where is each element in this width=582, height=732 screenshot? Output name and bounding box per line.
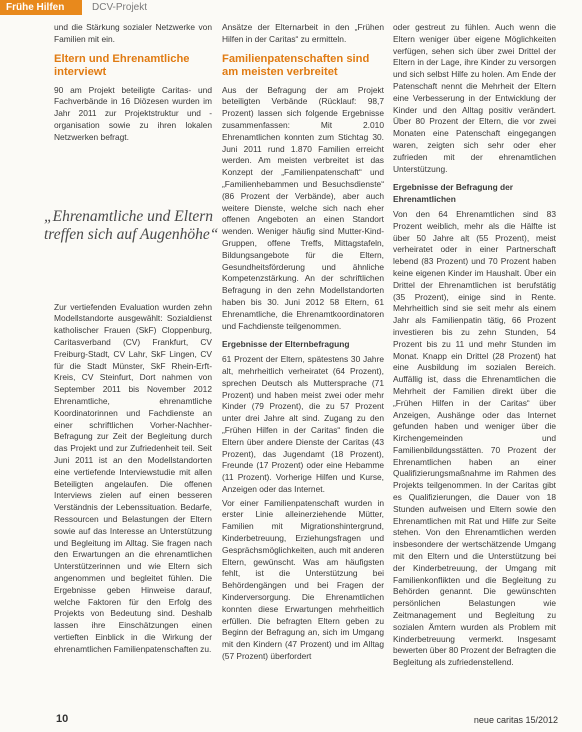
magazine-issue: neue caritas 15/2012 [473,715,558,725]
heading-familienpatenschaften: Familienpatenschaften sind am meisten verbreitet [222,52,370,79]
section-tag [0,0,82,15]
pull-quote: „Ehrenamtliche und Eltern treffen sich auf Augenhöhe“ [44,207,219,243]
column-3 [393,22,556,671]
paragraph: Ansätze der Elternarbeit in den „Frühen Hilfen in der Caritas“ zu ermitteln. [222,22,384,44]
paragraph: 61 Prozent der Eltern, spätestens 30 Jahre alt, mehrheitlich verheiratet (64 Prozent), sprechen Deutsch als Muttersprache (71 Prozent) und haben meist zwei oder mehr Kinder (79 Prozent), die zu 57 Prozent unter drei Jahre alt sind. Zugang zu den „Frühen Hilfen in der Caritas“ finden die Eltern über andere Dienste der Caritas (43 Prozent), das Jugendamt (18 Prozent), Freunde (17 Prozent) oder eine Hebamme (11 Prozent). Vorherige Hilfen und Kurse, Anzeigen oder das Internet. [222,354,384,494]
column-2 [222,22,384,665]
paragraph: oder gestreut zu fühlen. Auch wenn die Eltern weniger über eigene Möglichkeiten verfügen, sehen sich über zwei Drittel der Eltern in der Lage, ihre Kinder zu versorgen und sich selbst Hilfe zu holen. Am Ende der Patenschaft nennt die Mehrheit der Eltern eine Verbesserung in der Entwicklung der Kinder und den Alltag positiv verändert. Über 80 Prozent der Eltern, die vor zwei Monaten eine Patenschaft eingegangen waren, zeigten sich sehr oder eher zufrieden mit der ehrenamtlichen Unterstützung. [393,22,556,174]
paragraph: Zur vertiefenden Evaluation wurden zehn Modellstandorte ausgewählt: Sozialdienst katholischer Frauen (SkF) Cloppenburg, Caritasverband (CV) Frankfurt, CV Freiburg-Stadt, CV Lahr, SkF Lingen, CV für die Stadt Münster, SkF Rhein-Erft-Kreis, CV Steinfurt, Dort nahmen von September 2011 bis November 2012 Ehrenamtliche, ehrenamtliche Koordinatorinnen und Fachdienste an einer schriftlichen Vorher-Nachher-Befragung zur Zeit der Begleitung durch das Projekt und zur Zufriedenheit teil. Seit Juni 2011 ist an den Modellstandorten eine vertiefende Interviewstudie mit allen Beteiligten angelaufen. Die offenen Interviews zielen auf einen besseren Verständnis der Lebenssituation. Bedarfe, Ressourcen und Belastungen der Eltern sowie auf das Interesse an Unterstützung und Begleitung im Alltag. Sie fragen nach den Erwartungen an die ehrenamtlichen Unterstützerinnen und wie Eltern sich angenommen und begleitet fühlen. Die Ergebnisse geben Hinweise darauf, welche Faktoren für den Erfolg des Projekts von Bedeutung sind. Deshalb lassen ihre Einschätzungen einen vertieften Einblick in die Wirkung der ehrenamtlichen Familienpatenschaften zu. [54,301,212,654]
subheading-elternbefragung: Ergebnisse der Elternbefragung [222,339,350,350]
page-number: 10 [56,713,69,725]
paragraph: und die Stärkung sozialer Netzwerke von Familien mit ein. [54,22,212,44]
section-label: Frühe Hilfen [6,2,65,13]
page-footer [0,706,582,732]
paragraph: Vor einer Familienpatenschaft wurden in erster Linie alleinerziehende Mütter, Familien mit Migrationshintergrund, Kinderbetreuung, Erziehungsfragen und Gesprächsmöglichkeiten, auch mit anderen Eltern, gewünscht. Was am häufigsten fehlt, ist die Unterstützung bei Behördengängen und bei Fragen der Kinderversorgung. Die Ehrenamtlichen konnten diese Erwartungen mehrheitlich erfüllen. Die befragten Eltern geben zu Beginn der Befragung an, sich im Umgang mit den Kindern (47 Prozent) und im Alltag (57 Prozent) überfordert [222,497,384,662]
subheading-ehrenamtliche: Ergebnisse der Befragung der Ehrenamtlichen [393,182,514,205]
section-header [0,0,582,18]
heading-eltern-interviewt: Eltern und Ehrenamtliche interviewt [54,52,190,79]
column-1 [44,22,219,657]
paragraph: Aus der Befragung der am Projekt beteiligten Verbände (Rücklauf: 98,7 Prozent) lassen sich folgende Ergebnisse zusammenfassen: Mit 2.010 Ehrenamtlichen konnten zum Stichtag 30. Juni 2011 rund 1.870 Familien erreicht werden. Am meisten verbreitet ist das Konzept der „Familienpatenschaft“ und „Familienhebammen und Besuchsdienste“ (86 Prozent der Verbände), aber auch weitere Dienste, welche sich nach eher offenen Angeboten an einen Standort wenden. Weniger häufig sind Mutter-Kind-Gruppen, offene Treffs, Mittagstafeln, Bildungsangebote für die Eltern, Gesundheitsförderung und ähnliche Kompetenzstärkung. An der schriftlichen Befragung in den zehn Modellstandorten haben bis 30. Juni 2012 58 Eltern, 61 Ehrenamtliche, die Ehrenamtkoordinatoren und Fachdienste teilgenommen. [222,84,384,331]
paragraph: 90 am Projekt beteiligte Caritas- und Fachverbände in 16 Diözesen wurden im Jahr 2011 zur Projektstruktur und -organisation sowie zu ihren lokalen Netzwerken befragt. [54,84,212,142]
paragraph: Von den 64 Ehrenamtlichen sind 83 Prozent weiblich, mehr als die Hälfte ist über 50 Jahre alt (55 Prozent), meist verheiratet oder in einer Partnerschaft lebend (83 Prozent) und 70 Prozent haben keine eigenen Kinder im Haushalt. Über ein Drittel der Ehrenamtlichen ist berufstätig (35 Prozent), einige sind in Rente. Mehrheitlich sind sie seit mehr als einem Jahr als Familienpatin tätig, 66 Prozent investieren bis zu zehn Stunden, 54 Prozent bis zu 11 und mehr Stunden im Monat. Knapp ein Drittel (28 Prozent) hat eine Ausbildung im sozialen Bereich. Auffällig ist, dass die Ehrenamtlichen die Mehrheit der Familien direkt über die „Frühen Hilfen in der Caritas“ über Anzeigen, Aushänge oder das Internet gefunden haben und weniger über die Kirchengemeinden und Familienbildungsstätten. 70 Prozent der Ehrenamtlichen haben an einer Qualifizierungsmaßnahme im Rahmen des Projekts teilgenommen. In der Caritas gibt es Qualifizierungen, die Dauer von 18 Stunden aufweisen und Eltern sowie den Ehrenamtlichen mit Rat und Hilfe zur Seite stehen. Von den Ehrenamtlichen werden insbesondere der wertschätzende Umgang mit den Eltern und die Unterstützung bei der Kinderbetreuung, der Umgang mit Familienkonflikten und die Begleitung zu Behörden genannt. Die gewünschten persönlichen Belastungen wie Zeitmanagement und Begleitung zu sozialen Ämtern wurden als Problem mit Kinderbetreuung vermerkt. Insgesamt bewerten über 80 Prozent der Befragten die Begleitung als zufriedenstellend. [393,208,556,668]
section-subtitle: DCV-Projekt [92,2,148,13]
